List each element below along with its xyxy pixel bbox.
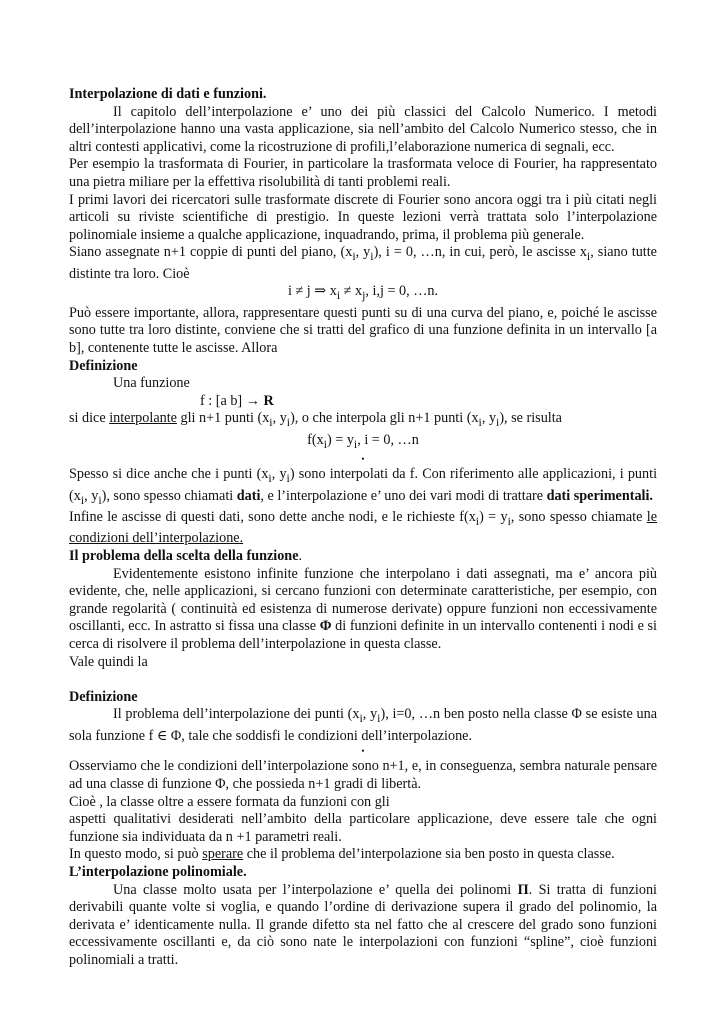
intro-paragraph-2: Per esempio la trasformata di Fourier, in particolare la trasformata veloce di Fourier, ha rappresentato una pietra miliare per la effettiva risolubilità di tanti problemi reali. xyxy=(69,156,657,190)
vale-quindi-line: Vale quindi la xyxy=(69,653,148,670)
degrees-of-freedom-paragraph: Osserviamo che le condizioni dell’interpolazione sono n+1, e, in conseguenza, sembra naturale pensare ad una classe di funzione Φ, che possieda n+1 gradi di libertà. xyxy=(69,758,657,792)
document-title: Interpolazione di dati e funzioni. xyxy=(69,86,267,102)
polynomial-interpolation-paragraph: Una classe molto usata per l’interpolazione e’ quella dei polinomi Π. Si tratta di funzioni derivabili quante volte si voglia, e quando l’ordine di derivazione supera il grado del polinomio, la derivata e’ identicamente nulla. Il grande difetto sta nel fatto che al crescere del grado sono funzioni eccessivamente oscillanti e, da ciò sono nate le interpolazioni con funzioni “spline”, cioè funzioni polinomiali a tratti. xyxy=(69,881,657,968)
definition-1-statement: si dice interpolante gli n+1 punti ($x_i$, $y_i$), o che interpola gli n+1 punti ($x_i$, $y_i$), se risulta xyxy=(69,410,562,430)
class-requirements-line: Cioè , la classe oltre a essere formata da funzioni con gli xyxy=(69,793,390,810)
interpolation-condition-formula: $f(x_i) = y_i$, i = 0, …n xyxy=(307,431,419,451)
class-parameters-paragraph: aspetti qualitativi desiderati nell’ambito della particolare applicazione, deve essere tale che ogni funzione sia individuata da n +1 parametri reali. xyxy=(69,811,657,845)
intro-paragraph-3: I primi lavori dei ricercatori sulle trasformate discrete di Fourier sono ancora oggi tra i più citati negli articoli su riviste scientifiche di prestigio. In queste lezioni verrà trattata solo l’interpolazione polinomiale insieme a qualche applicazione, inquadrando, prima, il problema più generale. xyxy=(69,191,657,243)
definition-2-statement: Il problema dell’interpolazione dei punti ($x_i$, $y_i$), i=0, …n ben posto nella classe Φ se esiste una sola funzione f ∈ Φ, tale che soddisfi le condizioni dell’interpolazione. xyxy=(69,706,657,744)
intro-paragraph-1: Il capitolo dell’interpolazione e’ uno dei più classici del Calcolo Numerico. I metodi dell’interpolazione hanno una vasta applicazione, sia nell’ambito del Calcolo Numerico stesso, che in altri contesti applicativi, come la ricostruzione di profili,l’elaborazione numerica di segnali, ecc. xyxy=(69,103,657,155)
definition-2-end-bullet: • xyxy=(361,746,365,757)
well-posed-paragraph: In questo modo, si può sperare che il problema del’interpolazione sia ben posto in questa classe. xyxy=(69,846,615,863)
function-choice-paragraph: Evidentemente esistono infinite funzione che interpolano i dati assegnati, ma e’ ancora più evidente, che, nelle applicazioni, si cercano funzioni con determinate caratteristiche, per esempio, con grande regolarità ( continuità ed esistenza di numerose derivate) oppure funzioni non eccessivamente oscillanti, ecc. In astratto si fissa una classe Φ di funzioni definite in un intervallo contenenti i nodi e si cerca di risolvere il problema dell’interpolazione in questa classe. xyxy=(69,565,657,653)
definition-1-intro: Una funzione xyxy=(113,375,190,392)
document-page xyxy=(69,86,657,970)
section-2-heading: Il problema della scelta della funzione. xyxy=(69,548,303,565)
intro-paragraph-4: Siano assegnate n+1 coppie di punti del piano, ($x_i$, $y_i$), i = 0, …n, in cui, però, le ascisse $x_i$, siano tutte distinte tra loro. Cioè xyxy=(69,244,657,282)
data-terminology-paragraph: Spesso si dice anche che i punti ($x_i$, $y_i$) sono interpolati da f. Con riferimento alle applicazioni, i punti ($x_i$, $y_i$), sono spesso chiamati dati, e l’interpolazione e’ uno dei vari modi di trattare dati sperimentali. xyxy=(69,466,658,507)
definition-1-heading: Definizione xyxy=(69,357,138,374)
function-signature-formula: f : [a b] → R xyxy=(200,392,274,409)
intro-paragraph-5: Può essere importante, allora, rappresentare questi punti su di una curva del piano, e, poiché le ascisse sono tutte tra loro distinte, conviene che si tratti del grafico di una funzione definita in un intervallo [a b], contenente tutte le ascisse. Allora xyxy=(69,304,657,356)
definition-2-heading: Definizione xyxy=(69,688,138,705)
definition-1-end-bullet: • xyxy=(361,454,365,465)
section-3-heading: L’interpolazione polinomiale. xyxy=(69,863,247,880)
nodes-paragraph: Infine le ascisse di questi dati, sono dette anche nodi, e le richieste $f(x_i) = y_i$, sono spesso chiamate le condizioni dell’interpolazione. xyxy=(69,509,657,547)
distinct-abscissae-formula: i ≠ j ⇒ $x_i \ne x_j$, i,j = 0, …n. xyxy=(287,283,439,303)
